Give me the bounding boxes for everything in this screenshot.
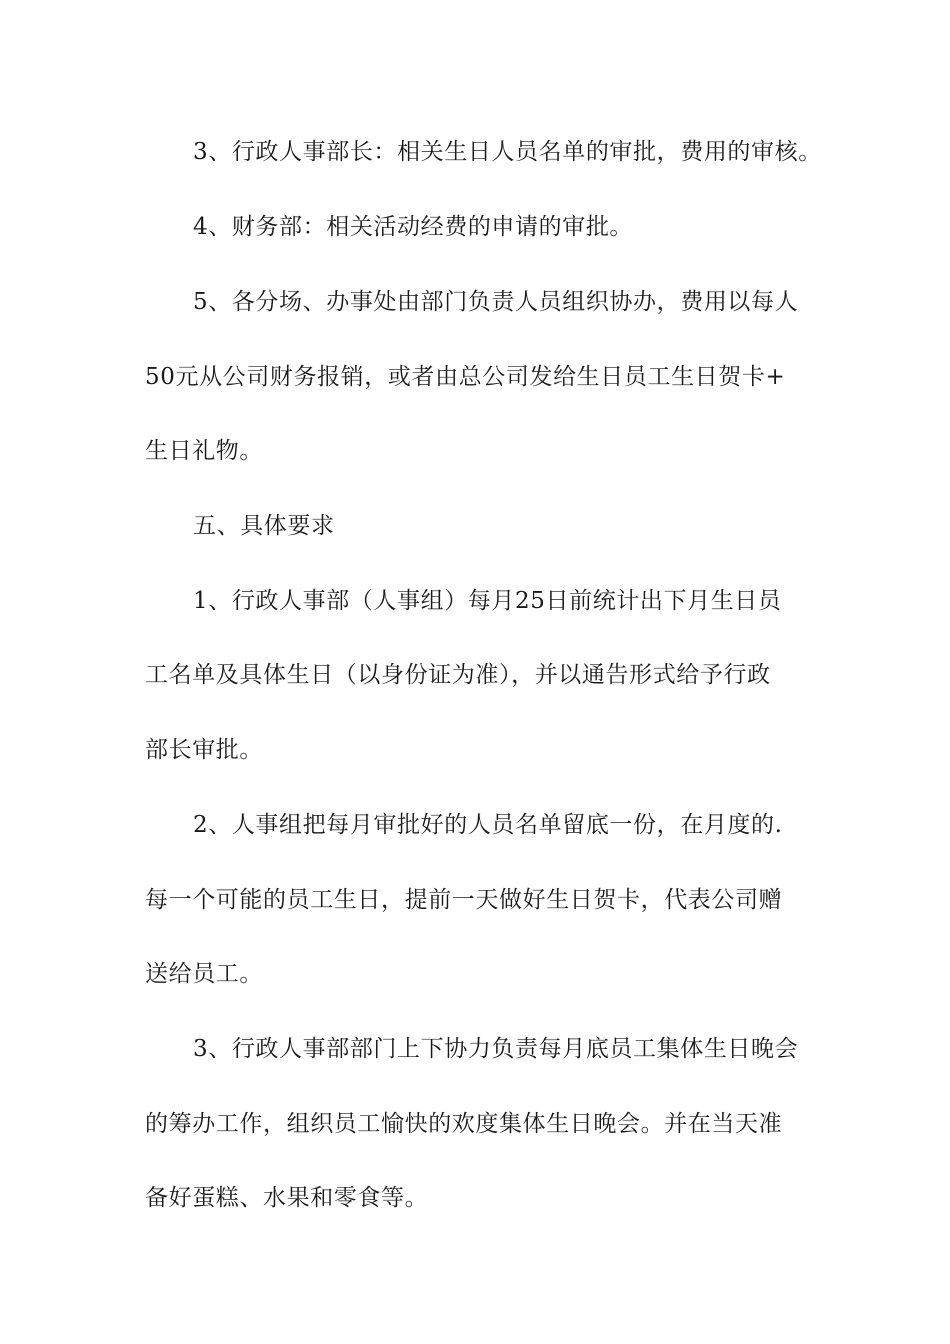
text-line: 部长审批。 [145,737,263,763]
text-line: 3、行政人事部部门上下协力负责每月底员工集体生日晚会 [193,1036,799,1062]
text-line: 生日礼物。 [145,438,263,464]
text-line: 2、人事组把每月审批好的人员名单留底一份，在月度的. [193,812,783,838]
text-line: 的筹办工作，组织员工愉快的欢度集体生日晚会。并在当天准 [145,1111,783,1137]
text-line: 备好蛋糕、水果和零食等。 [145,1185,429,1211]
text-line: 3、行政人事部长：相关生日人员名单的审批，费用的审核。 [193,139,822,165]
text-line: 5、各分场、办事处由部门负责人员组织协办，费用以每人 [193,289,799,315]
text-line: 1、行政人事部（人事组）每月25日前统计出下月生日员 [193,588,782,614]
section-heading: 五、具体要求 [193,513,335,539]
text-line: 工名单及具体生日（以身份证为准），并以通告形式给予行政 [145,662,771,688]
text-line: 4、财务部：相关活动经费的申请的审批。 [193,214,634,240]
text-line: 每一个可能的员工生日，提前一天做好生日贺卡，代表公司赠 [145,887,783,913]
text-line: 50元从公司财务报销，或者由总公司发给生日员工生日贺卡+ [145,364,786,390]
text-line: 送给员工。 [145,961,263,987]
